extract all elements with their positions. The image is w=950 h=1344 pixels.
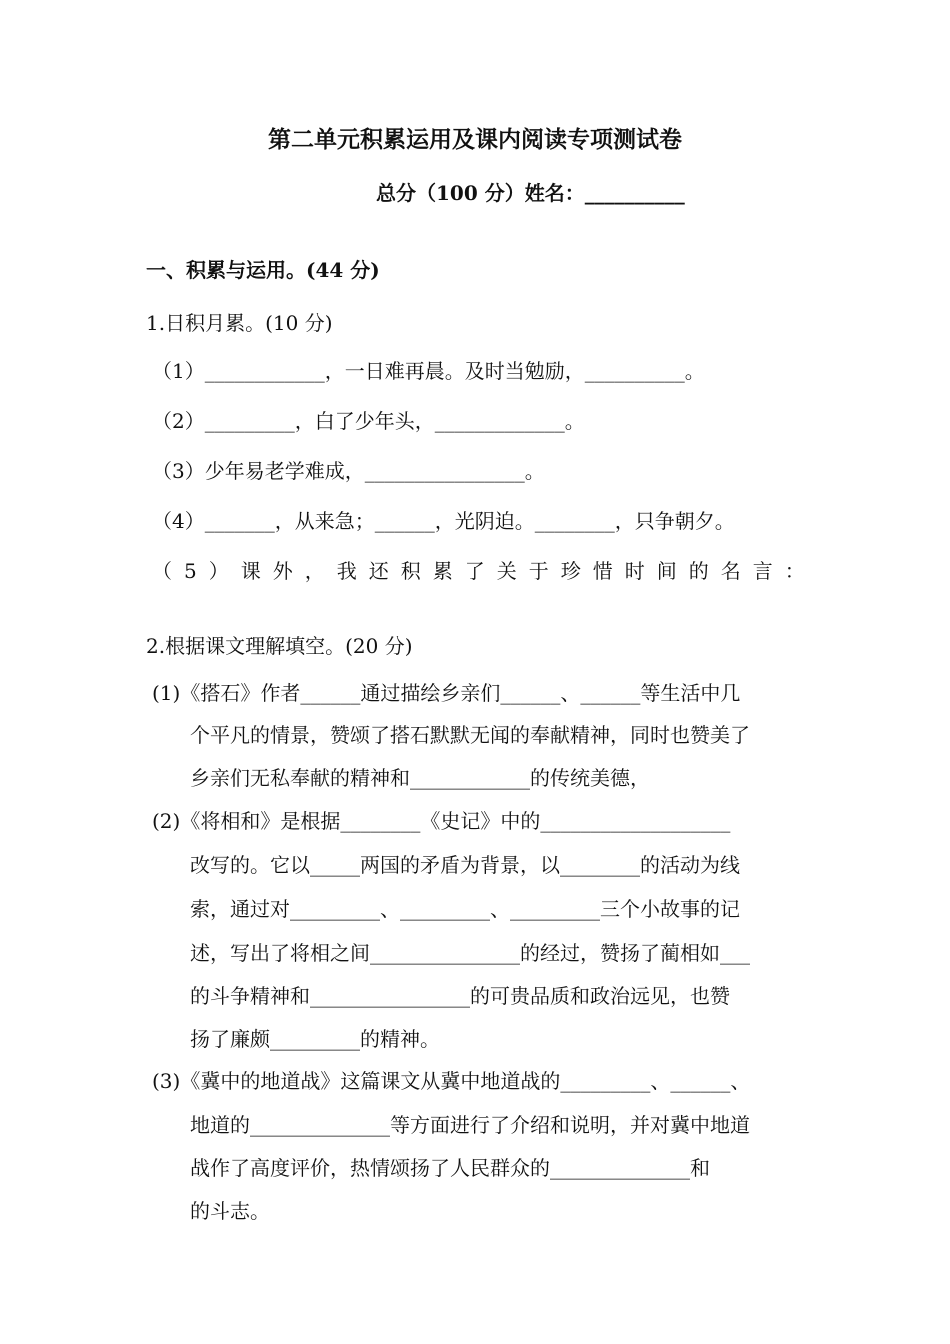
question-2-line: 乡亲们无私奉献的精神和____________的传统美德， [190,766,650,790]
question-2-line: 索，通过对_________、_________、_________三个小故事的记 [190,897,740,921]
question-2-line: 个平凡的情景，赞颂了搭石默默无闻的奉献精神，同时也赞美了 [190,723,750,747]
question-2-heading: 2.根据课文理解填空。(20 分) [146,634,413,658]
question-1-item: （4）_______，从来急；______，光阴迫。________，只争朝夕。 [152,509,735,533]
score-name-line: 总分（100 分）姓名：__________ [376,181,685,205]
question-2-line: 战作了高度评价，热情颂扬了人民群众的______________和 [190,1156,710,1180]
question-1-heading: 1.日积月累。(10 分) [146,311,333,335]
question-2-line: 地道的______________等方面进行了介绍和说明，并对冀中地道 [190,1113,750,1137]
question-2-line: (2)《将相和》是根据________《史记》中的___________________ [152,809,731,833]
section-heading: 一、积累与运用。(44 分) [146,258,380,282]
question-2-line: 扬了廉颇_________的精神。 [190,1027,440,1051]
question-1-item: （5）课外，我还积累了关于珍惜时间的名言： [152,559,817,583]
question-2-line: 述，写出了将相之间_______________的经过，赞扬了蔺相如___ [190,941,750,965]
question-1-item: （2）_________，白了少年头，_____________。 [152,409,585,433]
question-1-item: （1）____________，一日难再晨。及时当勉励，__________。 [152,359,705,383]
question-2-line: 的斗争精神和________________的可贵品质和政治远见，也赞 [190,984,730,1008]
page-title: 第二单元积累运用及课内阅读专项测试卷 [268,126,682,153]
question-2-line: 改写的。它以_____两国的矛盾为背景，以________的活动为线 [190,853,740,877]
question-2-line: (3)《冀中的地道战》这篇课文从冀中地道战的_________、______、 [152,1069,751,1093]
question-2-line: (1)《搭石》作者______通过描绘乡亲们______、______等生活中几 [152,681,741,705]
question-2-line: 的斗志。 [190,1199,270,1223]
question-1-item: （3）少年易老学难成，________________。 [152,459,545,483]
